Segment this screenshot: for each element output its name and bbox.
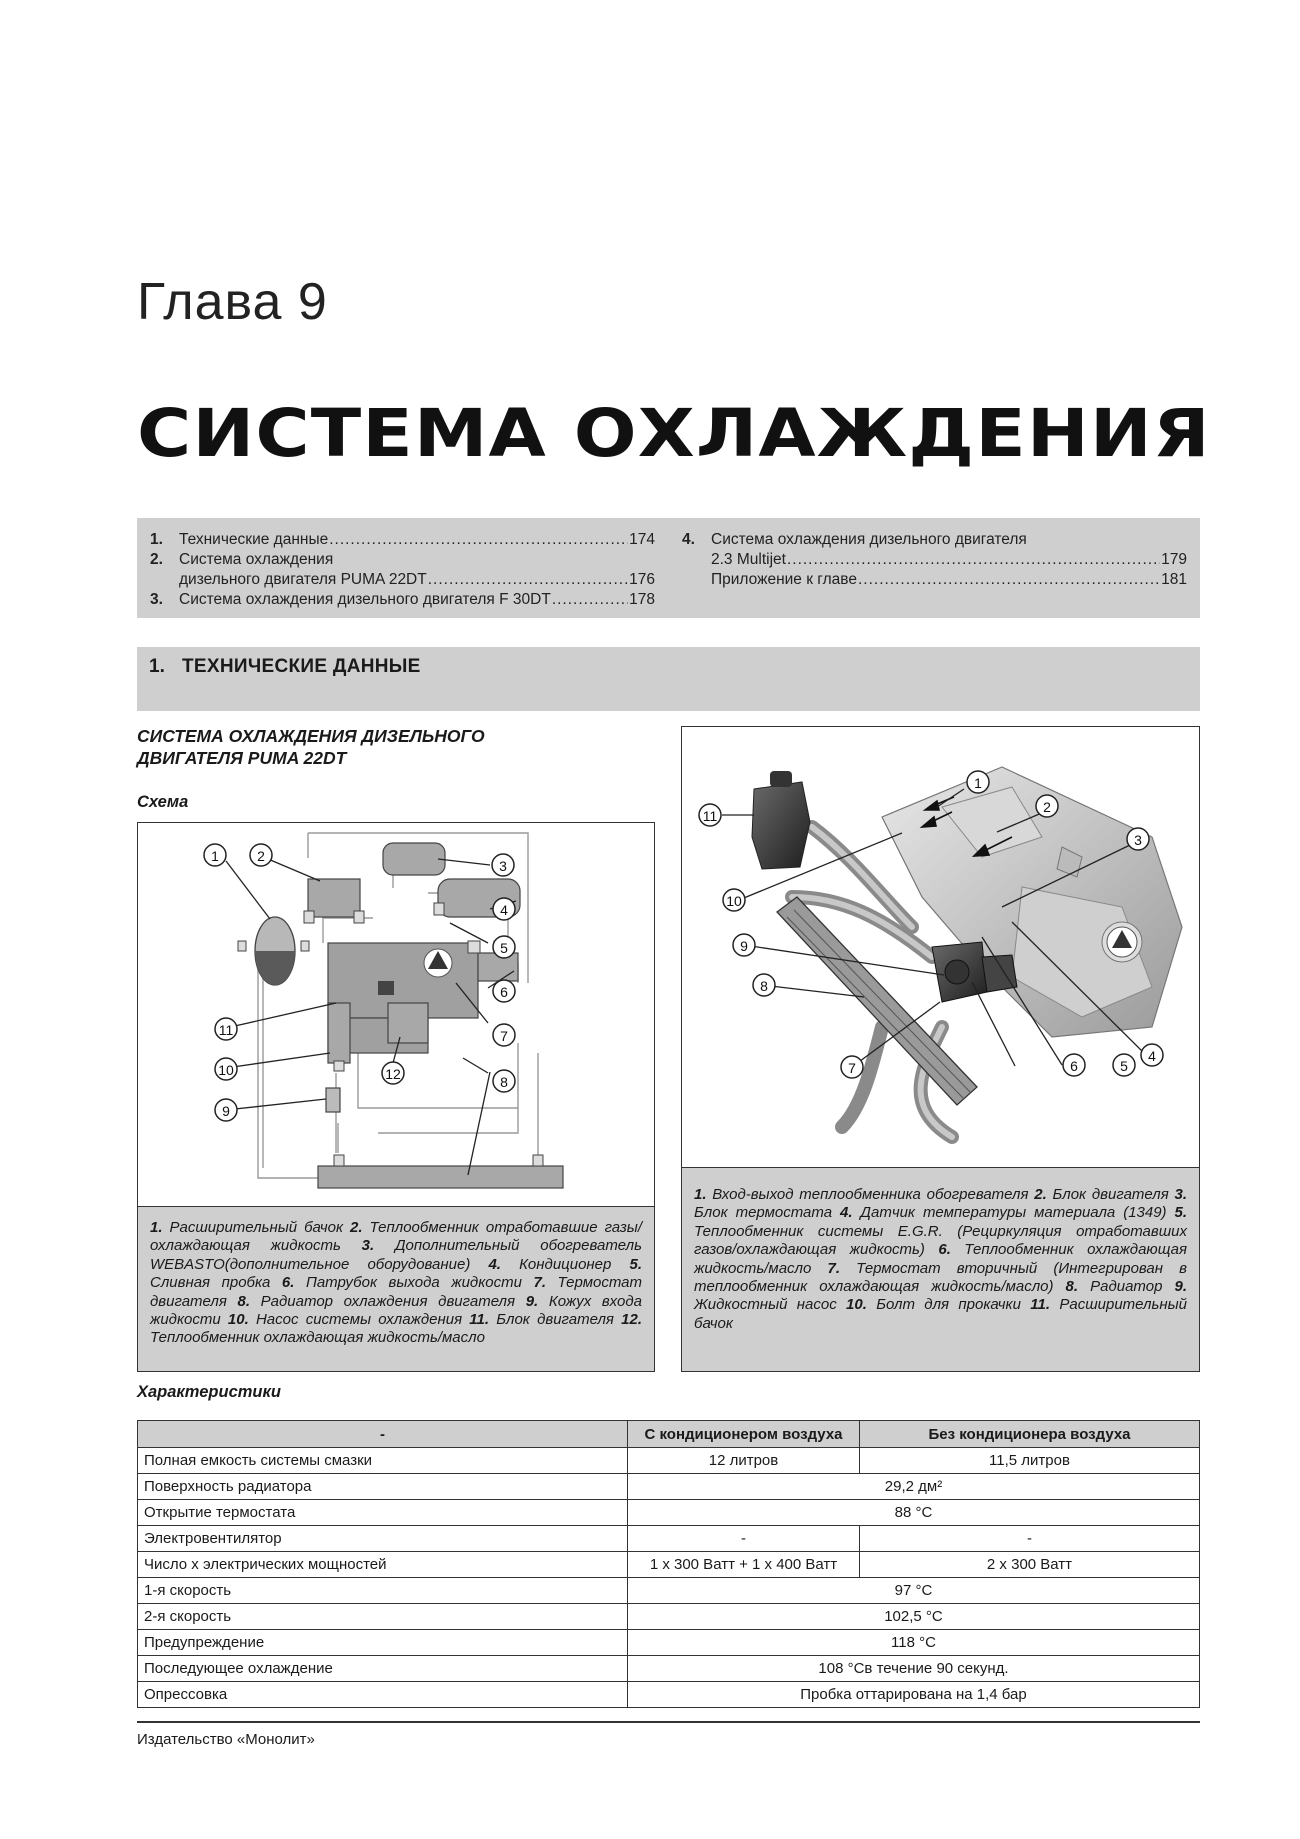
- toc-item-text: Система охлаждения: [179, 551, 334, 568]
- footer-publisher: Издательство «Монолит»: [137, 1731, 315, 1748]
- callout-number: 2: [1043, 799, 1051, 815]
- callout-number: 3: [1134, 832, 1142, 848]
- toc-item[interactable]: [150, 590, 655, 610]
- callout-marker: [1113, 1054, 1135, 1076]
- caption-item-text: Термостат двигателя: [150, 1274, 642, 1310]
- spec-value-with-ac: -: [628, 1526, 860, 1552]
- spec-value-shared: 97 °С: [628, 1578, 1200, 1604]
- callout-marker: [1141, 1044, 1163, 1066]
- engine-block-drawing: [882, 767, 1182, 1037]
- specs-table: [137, 1420, 1200, 1708]
- toc-column-right: [682, 530, 1187, 590]
- toc-item[interactable]: [682, 570, 1187, 590]
- caption-item-text: Дополнительный обогреватель WEBASTO(дополнительное оборудование): [150, 1237, 642, 1273]
- callout-number: 6: [1070, 1058, 1078, 1074]
- callout-marker: [250, 844, 272, 866]
- callout-number: 5: [500, 940, 508, 956]
- toc-item-text: Приложение к главе: [711, 571, 857, 588]
- subsection-heading-line: ДВИГАТЕЛЯ PUMA 22DT: [137, 748, 347, 768]
- caption-item-text: Датчик температуры материала (1349): [852, 1204, 1175, 1222]
- caption-item-number: 5.: [629, 1255, 643, 1273]
- webasto-heater-shape: [383, 843, 445, 875]
- caption-item-number: 10.: [846, 1296, 867, 1314]
- caption-item-number: 11.: [469, 1311, 490, 1329]
- toc-item-number: 2.: [150, 551, 163, 568]
- caption-item-text: Насос системы охлаждения: [248, 1311, 470, 1329]
- callout-marker: [492, 854, 514, 876]
- water-pump-drawing: [932, 942, 987, 1002]
- egr-exchanger-shape: [308, 879, 360, 917]
- table-row: [138, 1656, 1200, 1682]
- toc-column-left: [150, 530, 655, 610]
- cooling-schematic: [138, 823, 653, 1205]
- caption-item-text: Кожух входа жидкости: [150, 1292, 642, 1329]
- water-pump-shape: [328, 1003, 350, 1063]
- table-row: [138, 1604, 1200, 1630]
- callout-number: 9: [222, 1103, 230, 1119]
- caption-item-number: 3.: [361, 1237, 375, 1255]
- spec-value-shared: 108 °Св течение 90 секунд.: [628, 1656, 1200, 1682]
- chapter-title: СИСТЕМА ОХЛАЖДЕНИЯ: [137, 395, 1211, 472]
- toc-item-text: Технические данные: [179, 531, 329, 548]
- oil-cooler-drawing: [982, 955, 1017, 992]
- callout-number: 2: [257, 848, 265, 864]
- caption-item-text: Сливная пробка: [150, 1274, 282, 1292]
- callout-marker: [493, 936, 515, 958]
- expansion-tank-drawing: [752, 771, 810, 869]
- expansion-tank-shape: [238, 917, 309, 985]
- callout-marker: [1063, 1054, 1085, 1076]
- caption-item-number: 2.: [1034, 1186, 1047, 1203]
- section-header: [137, 647, 1200, 711]
- caption-item-number: 2.: [350, 1219, 363, 1236]
- scheme-label: Схема: [137, 793, 189, 811]
- toc-dot-leader: [428, 570, 628, 590]
- callout-number: 7: [848, 1060, 856, 1076]
- table-row: [138, 1578, 1200, 1604]
- callout-marker: [493, 1024, 515, 1046]
- footer-divider: [137, 1721, 1200, 1723]
- specs-header-without-ac: Без кондиционера воздуха: [860, 1421, 1200, 1448]
- toc-item[interactable]: [150, 570, 655, 590]
- spec-value-without-ac: 2 х 300 Ватт: [860, 1552, 1200, 1578]
- publisher-crest-icon: [1107, 927, 1137, 957]
- caption-item-number: 8.: [1065, 1278, 1079, 1296]
- spec-parameter: Последующее охлаждение: [138, 1656, 628, 1682]
- callout-marker: [723, 889, 745, 911]
- caption-item-text: Теплообменник отработавшие газы/охлаждающая жидкость: [150, 1219, 642, 1255]
- toc-dot-leader: [552, 590, 628, 610]
- caption-item-number: 9.: [1174, 1278, 1187, 1296]
- caption-item-number: 3.: [1174, 1186, 1187, 1203]
- spec-parameter: Число х электрических мощностей: [138, 1552, 628, 1578]
- toc-dot-leader: [858, 570, 1160, 590]
- callout-number: 12: [385, 1066, 401, 1082]
- specs-header-row: [138, 1421, 1200, 1448]
- toc-item-number: 4.: [682, 531, 695, 548]
- toc-dot-leader: [787, 550, 1160, 570]
- section-title: ТЕХНИЧЕСКИЕ ДАННЫЕ: [182, 656, 421, 677]
- caption-item-text: Вход-выход теплообменника обогревателя: [706, 1186, 1035, 1203]
- callout-number: 6: [500, 984, 508, 1000]
- callout-number: 10: [218, 1062, 234, 1078]
- callout-marker: [1036, 795, 1058, 817]
- caption-item-text: Кондиционер: [500, 1255, 630, 1273]
- coolant-outlet-shape: [478, 953, 518, 981]
- caption-item-text: Расширительный бачок: [162, 1219, 351, 1236]
- spec-parameter: Открытие термостата: [138, 1500, 628, 1526]
- callout-number: 7: [500, 1028, 508, 1044]
- spec-value-shared: 88 °С: [628, 1500, 1200, 1526]
- caption-item-number: 6.: [281, 1274, 295, 1292]
- toc-item[interactable]: [682, 550, 1187, 570]
- spec-parameter: Опрессовка: [138, 1682, 628, 1708]
- caption-item-text: Блок термостата: [694, 1204, 840, 1222]
- section-number: 1.: [149, 656, 165, 677]
- caption-item-number: 4.: [839, 1204, 853, 1222]
- engine-illustration-figure: [681, 726, 1200, 1168]
- callout-marker: [382, 1062, 404, 1084]
- spec-value-shared: Пробка оттарирована на 1,4 бар: [628, 1682, 1200, 1708]
- callout-number: 5: [1120, 1058, 1128, 1074]
- spec-value-with-ac: 12 литров: [628, 1448, 860, 1474]
- toc-item[interactable]: [150, 530, 655, 550]
- caption-item-number: 5.: [1174, 1204, 1187, 1222]
- toc-item-page: 178: [629, 591, 655, 608]
- callout-number: 9: [740, 938, 748, 954]
- table-row: [138, 1630, 1200, 1656]
- caption-item-number: 11.: [1030, 1296, 1051, 1314]
- spec-value-shared: 29,2 дм²: [628, 1474, 1200, 1500]
- caption-item-text: Блок двигателя: [1046, 1186, 1175, 1203]
- spec-parameter: Поверхность радиатора: [138, 1474, 628, 1500]
- inlet-housing-shape: [326, 1088, 340, 1112]
- toc-item-text: Система охлаждения дизельного двигателя: [711, 531, 1027, 548]
- table-of-contents: [137, 518, 1200, 618]
- caption-item-text: Болт для прокачки: [866, 1296, 1031, 1314]
- subsection-heading-line: СИСТЕМА ОХЛАЖДЕНИЯ ДИЗЕЛЬНОГО: [137, 726, 485, 746]
- spec-value-shared: 102,5 °С: [628, 1604, 1200, 1630]
- subsection-heading: [137, 725, 617, 769]
- toc-item-page: 174: [629, 531, 655, 548]
- toc-item-number: 1.: [150, 531, 163, 548]
- publisher-crest-icon: [424, 949, 452, 977]
- callout-marker: [493, 980, 515, 1002]
- callout-marker: [1127, 828, 1149, 850]
- toc-dot-leader: [329, 530, 628, 550]
- caption-item-text: Радиатор охлаждения двигателя: [250, 1292, 526, 1310]
- toc-item-text: 2.3 Multijet: [711, 551, 786, 568]
- callout-marker: [753, 974, 775, 996]
- specs-header-param: -: [138, 1421, 628, 1448]
- callout-marker: [841, 1056, 863, 1078]
- callout-marker: [967, 771, 989, 793]
- callout-marker: [493, 898, 515, 920]
- table-row: [138, 1682, 1200, 1708]
- spec-value-with-ac: 1 х 300 Ватт + 1 х 400 Ватт: [628, 1552, 860, 1578]
- callout-number: 10: [726, 893, 742, 909]
- toc-item-text: дизельного двигателя PUMA 22DT: [179, 571, 427, 588]
- caption-item-text: Теплообменник охлаждающая жидкость/масло: [150, 1329, 485, 1347]
- spec-parameter: Предупреждение: [138, 1630, 628, 1656]
- table-row: [138, 1474, 1200, 1500]
- table-row: [138, 1448, 1200, 1474]
- table-row: [138, 1552, 1200, 1578]
- callout-number: 4: [1148, 1048, 1156, 1064]
- spec-value-without-ac: -: [860, 1526, 1200, 1552]
- toc-item-number: 3.: [150, 591, 163, 608]
- caption-item-number: 6.: [938, 1241, 951, 1259]
- toc-item-page: 181: [1161, 571, 1187, 588]
- specs-header-with-ac: С кондиционером воздуха: [628, 1421, 860, 1448]
- callout-marker: [215, 1099, 237, 1121]
- caption-item-number: 10.: [227, 1311, 249, 1329]
- callout-number: 11: [218, 1022, 234, 1038]
- spec-parameter: Электровентилятор: [138, 1526, 628, 1552]
- spec-value-shared: 118 °С: [628, 1630, 1200, 1656]
- callout-number: 1: [974, 775, 982, 791]
- radiator-shape: [318, 1166, 563, 1188]
- spec-parameter: 2-я скорость: [138, 1604, 628, 1630]
- caption-item-text: Блок двигателя: [489, 1311, 622, 1329]
- caption-item-number: 9.: [525, 1292, 539, 1310]
- callout-marker: [204, 844, 226, 866]
- callout-marker: [493, 1070, 515, 1092]
- engine-illustration: [682, 727, 1198, 1166]
- callout-marker: [699, 804, 721, 826]
- caption-item-number: 4.: [488, 1255, 501, 1273]
- oil-cooler-shape: [388, 1003, 428, 1043]
- caption-item-text: Теплообменник системы E.G.R. (Рециркуляция отработавших газов/охлаждающая жидкость): [694, 1222, 1187, 1259]
- caption-item-number: 7.: [827, 1259, 841, 1277]
- callout-marker: [733, 934, 755, 956]
- callout-number: 11: [702, 808, 718, 824]
- toc-item-page: 176: [629, 571, 655, 588]
- caption-item-number: 8.: [237, 1292, 251, 1310]
- callout-marker: [215, 1058, 237, 1080]
- callout-number: 8: [760, 978, 768, 994]
- caption-item-text: Радиатор: [1078, 1278, 1175, 1296]
- table-row: [138, 1500, 1200, 1526]
- caption-item-number: 1.: [694, 1186, 707, 1203]
- caption-item-number: 12.: [621, 1311, 642, 1329]
- caption-item-text: Жидкостный насос: [694, 1296, 847, 1314]
- cooling-schematic-figure: [137, 822, 655, 1207]
- toc-item-text: Система охлаждения дизельного двигателя F 30DT: [179, 591, 551, 608]
- callout-number: 8: [500, 1074, 508, 1090]
- toc-item[interactable]: [682, 530, 1187, 550]
- specs-label: Характеристики: [137, 1383, 281, 1401]
- spec-parameter: Полная емкость системы смазки: [138, 1448, 628, 1474]
- callout-number: 3: [499, 858, 507, 874]
- caption-item-text: Расширительный бачок: [694, 1296, 1187, 1332]
- spec-parameter: 1-я скорость: [138, 1578, 628, 1604]
- spec-value-without-ac: 11,5 литров: [860, 1448, 1200, 1474]
- toc-item-page: 179: [1161, 551, 1187, 568]
- caption-item-text: Термостат вторичный (Интегрирован в теплообменник охлаждающая жидкость/масло): [694, 1259, 1188, 1296]
- callout-number: 1: [211, 848, 219, 864]
- chapter-label: Глава 9: [137, 273, 328, 331]
- table-row: [138, 1526, 1200, 1552]
- caption-item-text: Теплообменник охлаждающая жидкость/масло: [694, 1241, 1187, 1277]
- caption-item-text: Патрубок выхода жидкости: [294, 1274, 534, 1292]
- callout-number: 4: [500, 902, 508, 918]
- illustration-caption: [681, 1168, 1200, 1372]
- schematic-caption: [137, 1207, 655, 1372]
- caption-item-number: 7.: [533, 1274, 546, 1292]
- toc-item[interactable]: [150, 550, 655, 570]
- callout-marker: [215, 1018, 237, 1040]
- caption-item-number: 1.: [150, 1219, 163, 1236]
